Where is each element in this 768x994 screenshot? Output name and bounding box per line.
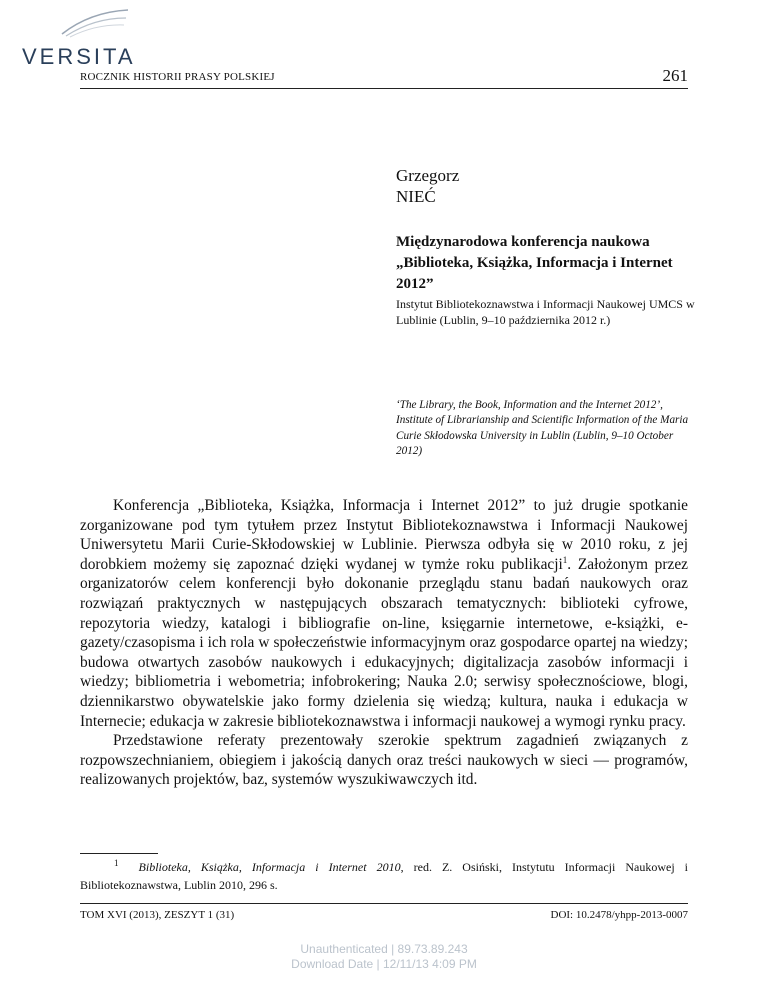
article-title: Międzynarodowa konferencja naukowa „Biblioteka, Książka, Informacja i Internet 2012” [396,234,673,292]
footnote [80,859,688,894]
volume-info: TOM XVI (2013), ZESZYT 1 (31) [80,909,235,921]
logo-wordmark: VERSITA [22,44,136,69]
doi: DOI: 10.2478/yhpp-2013-0007 [550,909,688,921]
body-paragraph: Przedstawione referaty prezentowały szerokie spektrum zagadnień związanych z rozpowszechnianiem, obiegiem i jakością danych oraz treści naukowych w sieci — programów, realizowanych projektów, baz, systemów wyszukiwawczych itd. [80,732,688,789]
watermark-line: Download Date | 12/11/13 4:09 PM [291,957,477,971]
journal-name: ROCZNIK HISTORII PRASY POLSKIEJ [80,71,275,83]
footnote-reference: 1 [562,554,568,565]
article-subtitle: Instytut Bibliotekoznawstwa i Informacji Naukowej UMCS w Lublinie (Lublin, 9–10 października 2012 r.) [396,297,695,327]
page-number: 261 [662,66,688,85]
article-title-english: ‘The Library, the Book, Information and the Internet 2012’, Institute of Librarianship and Scientific Information of the Maria Curie Skłodowska University in Lublin (Lublin, 9–10 October 2012) [396,399,689,457]
body-text: Konferencja „Biblioteka, Książka, Informacja i Internet 2012” to już drugie spotkanie zorganizowane pod tym tytułem przez Instytut Bibliotekoznawstwa i Informacji Naukowej Uniwersytetu Marii Curie-Skłodowskiej w Lublinie. Pierwsza odbyła się w 2010 roku, z jej dorobkiem możemy się zapoznać dzięki wydanej w tymże roku publikacji [80,497,688,573]
watermark-line: Unauthenticated | 89.73.89.243 [300,942,468,956]
footnote-number: 1 [114,858,119,868]
download-watermark [0,942,768,972]
footer-rule [80,903,688,904]
body-paragraph [80,496,688,731]
logo-swoosh-icon [60,8,130,38]
footnote-rule [80,853,158,854]
body-text: . Założonym przez organizatorów celem konferencji było dokonanie przeglądu stanu badań naukowych oraz rozwiązań praktycznych w następujących obszarach tematycznych: biblioteki cyfrowe, repozytoria wiedzy, katalogi i bibliografie on-line, księgarnie internetowe, e-książki, e-gazety/czasopisma i ich rola w społeczeństwie informacyjnym oraz gospodarce opartej na wiedzy; budowa otwartych zasobów naukowych i edukacyjnych; digitalizacja zasobów informacji i wiedzy; bibliometria i webometria; infobrokering; Nauka 2.0; serwisy społecznościowe, blogi, dziennikarstwo obywatelskie jako formy dzielenia się wiedzą; kultura, nauka i edukacja w Internecie; edukacja w zakresie bibliotekoznawstwa i informacji naukowej a wymogi rynku pracy. [80,555,688,730]
author-last-name: NIEĆ [396,187,436,206]
header-rule [80,88,688,89]
publisher-logo [22,8,142,68]
footnote-text: , red. Z. Osiński, Instytutu Informacji Naukowej i Bibliotekoznawstwa, Lublin 2010, 296 s. [80,860,689,892]
author-first-name: Grzegorz [396,166,460,185]
article-body [80,496,688,790]
footnote-title: Biblioteka, Książka, Informacja i Internet 2010 [138,860,401,874]
